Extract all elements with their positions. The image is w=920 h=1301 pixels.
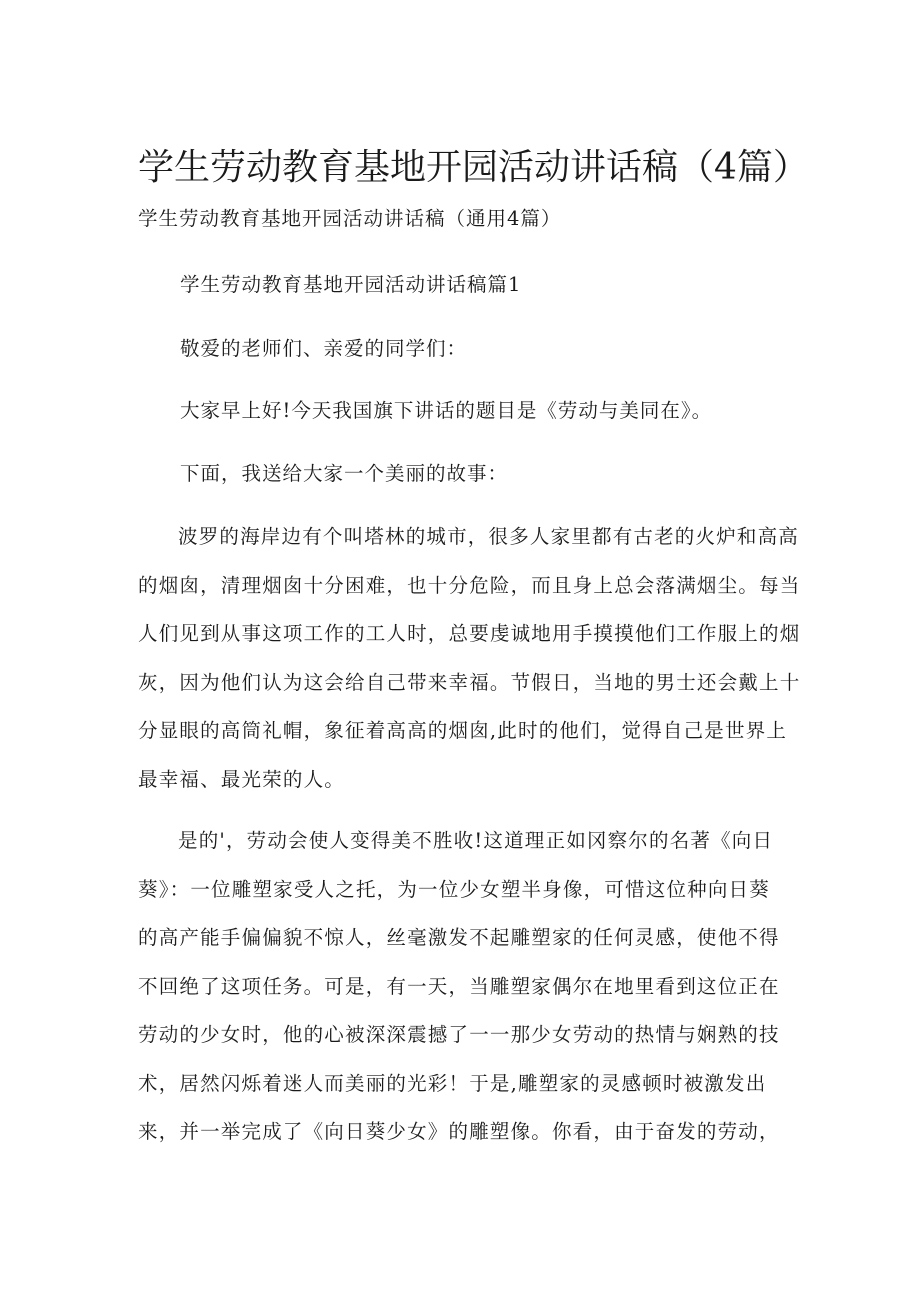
paragraph-1-line: 最幸福、最光荣的人。	[138, 767, 346, 791]
paragraph-2-line: 来，并一举完成了《向日葵少女》的雕塑像。你看，由于奋发的劳动，	[138, 1120, 780, 1143]
paragraph-2-line: 的高产能手偏偏貌不惊人，丝毫激发不起雕塑家的任何灵感，使他不得	[138, 926, 780, 949]
paragraph-1-line: 的烟囱，清理烟囱十分困难，也十分危险，而且身上总会落满烟尘。每当	[138, 573, 801, 597]
greeting-line: 敬爱的老师们、亲爱的同学们：	[180, 337, 468, 360]
paragraph-2-line: 葵》：一位雕塑家受人之托，为一位少女塑半身像，可惜这位种向日葵	[138, 877, 770, 901]
paragraph-2-line: 术，居然闪烁着迷人而美丽的光彩！于是,雕塑家的灵感顿时被激发出	[138, 1071, 767, 1095]
opening-line: 大家早上好!今天我国旗下讲话的题目是《劳动与美同在》。	[180, 399, 713, 422]
document-title: 学生劳动教育基地开园活动讲话稿（4篇）	[138, 147, 809, 188]
paragraph-2-line: 是的'，劳动会使人变得美不胜收!这道理正如冈察尔的名著《向日	[178, 829, 774, 852]
paragraph-2	[138, 817, 788, 1157]
paragraph-1-line: 灰，因为他们认为这会给自己带来幸福。节假日，当地的男士还会戴上十	[138, 670, 801, 694]
section-heading: 学生劳动教育基地开园活动讲话稿篇1	[180, 273, 522, 296]
paragraph-1	[138, 513, 801, 804]
document-subtitle: 学生劳动教育基地开园活动讲话稿（通用4篇）	[138, 207, 562, 230]
intro-line: 下面，我送给大家一个美丽的故事：	[180, 462, 509, 485]
paragraph-2-line: 不回绝了这项任务。可是，有一天，当雕塑家偶尔在地里看到这位正在	[138, 974, 780, 998]
paragraph-2-line: 劳动的少女时，他的心被深深震撼了一一那少女劳动的热情与娴熟的技	[138, 1023, 780, 1046]
paragraph-1-line: 分显眼的高筒礼帽，象征着高高的烟囱,此时的他们，觉得自己是世界上	[138, 719, 788, 742]
paragraph-1-line: 波罗的海岸边有个叫塔林的城市，很多人家里都有古老的火炉和高高	[178, 525, 800, 548]
paragraph-1-line: 人们见到从事这项工作的工人时，总要虔诚地用手摸摸他们工作服上的烟	[138, 622, 801, 645]
